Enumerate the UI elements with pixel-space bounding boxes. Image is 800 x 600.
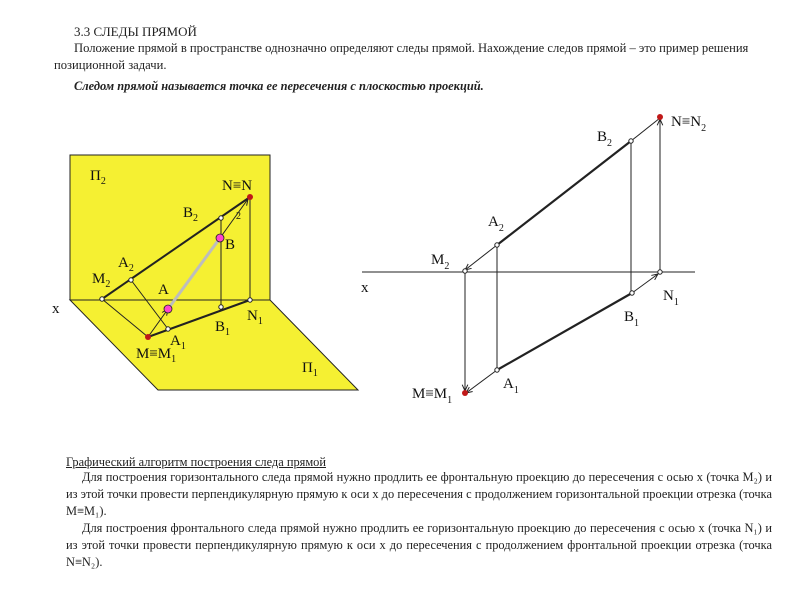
trace-definition: Следом прямой называется точка ее пересечения с плоскостью проекций. bbox=[74, 79, 484, 93]
label-a1-3d: $A_1$ bbox=[170, 333, 186, 352]
label-b-3d: B bbox=[225, 237, 236, 253]
epure-point-a1 bbox=[495, 368, 499, 372]
frontal-projection-epure bbox=[497, 141, 631, 245]
point-b2 bbox=[219, 216, 223, 220]
label-n-epure: $N\equiv N_2$ bbox=[671, 114, 707, 134]
frontal-extension-m bbox=[465, 245, 497, 270]
label-a2-3d: $A_2$ bbox=[118, 255, 134, 274]
point-b1 bbox=[219, 305, 223, 309]
label-b1-epure: $B_1$ bbox=[624, 309, 640, 329]
label-n-sub-3d: 2 bbox=[236, 211, 241, 222]
label-axis-x-3d: x bbox=[52, 301, 60, 317]
label-m-3d: $M\equiv M_1$ bbox=[136, 346, 177, 365]
label-n-3d: N≡N bbox=[222, 178, 253, 194]
frontal-extension-n bbox=[631, 118, 660, 141]
point-m-trace bbox=[145, 334, 151, 340]
label-p2: $П_2$ bbox=[90, 168, 106, 187]
algorithm-paragraph-frontal: Для построения фронтального следа прямой нужно продлить ее горизонтальную проекцию до пересечения с осью x (точка N₁) и из этой точки провести перпендикулярную прямую к оси x до пересечения с продолжением фронтальной проекции отрезка (точка N≡N₂). bbox=[66, 521, 772, 569]
label-axis-x-epure: x bbox=[361, 280, 369, 296]
label-n1-3d: $N_1$ bbox=[247, 308, 263, 327]
point-n-trace bbox=[247, 194, 253, 200]
label-a2-epure: $A_2$ bbox=[488, 214, 504, 234]
epure-point-n1 bbox=[658, 270, 662, 274]
horizontal-extension-n bbox=[632, 274, 658, 293]
algorithm-text bbox=[66, 469, 772, 571]
point-b bbox=[216, 234, 224, 242]
epure-diagram bbox=[361, 114, 706, 406]
algorithm-paragraph-horizontal: Для построения горизонтального следа прямой нужно продлить ее фронтальную проекцию до пересечения с осью x (точка M₂) и из этой точки провести перпендикулярную прямую к оси x до пересечения с продолжением горизонтальной проекции отрезка (точка M≡M₁). bbox=[66, 470, 772, 518]
algorithm-title: Графический алгоритм построения следа прямой bbox=[66, 455, 327, 469]
epure-point-b1 bbox=[630, 291, 634, 295]
label-a1-epure: $A_1$ bbox=[503, 376, 519, 396]
point-a2 bbox=[129, 278, 133, 282]
label-b2-epure: $B_2$ bbox=[597, 129, 613, 149]
label-b1-3d: $B_1$ bbox=[215, 319, 231, 338]
spatial-diagram bbox=[52, 155, 358, 390]
epure-point-b2 bbox=[629, 139, 633, 143]
epure-point-n2 bbox=[657, 114, 663, 120]
epure-point-a2 bbox=[495, 243, 499, 247]
label-m2-epure: $M_2$ bbox=[431, 252, 450, 272]
label-n1-epure: $N_1$ bbox=[663, 288, 679, 308]
point-m2 bbox=[100, 297, 104, 301]
label-a-3d: A bbox=[158, 282, 169, 298]
label-p1: $П_1$ bbox=[302, 360, 318, 379]
horizontal-projection-epure bbox=[497, 293, 632, 370]
label-b2-3d: $B_2$ bbox=[183, 205, 199, 224]
horizontal-extension-m bbox=[466, 370, 497, 393]
point-a1 bbox=[166, 327, 170, 331]
point-n1 bbox=[248, 298, 252, 302]
intro-paragraph: Положение прямой в пространстве однозначно определяют следы прямой. Нахождение следов прямой – это пример решения позиционной задачи. bbox=[54, 41, 749, 72]
label-m-epure: $M\equiv M_1$ bbox=[412, 386, 453, 406]
epure-point-m1 bbox=[462, 390, 468, 396]
label-m2-3d: $M_2$ bbox=[92, 271, 111, 290]
epure-point-m2 bbox=[463, 269, 467, 273]
point-a bbox=[164, 305, 172, 313]
section-title: 3.3 СЛЕДЫ ПРЯМОЙ bbox=[74, 24, 197, 39]
